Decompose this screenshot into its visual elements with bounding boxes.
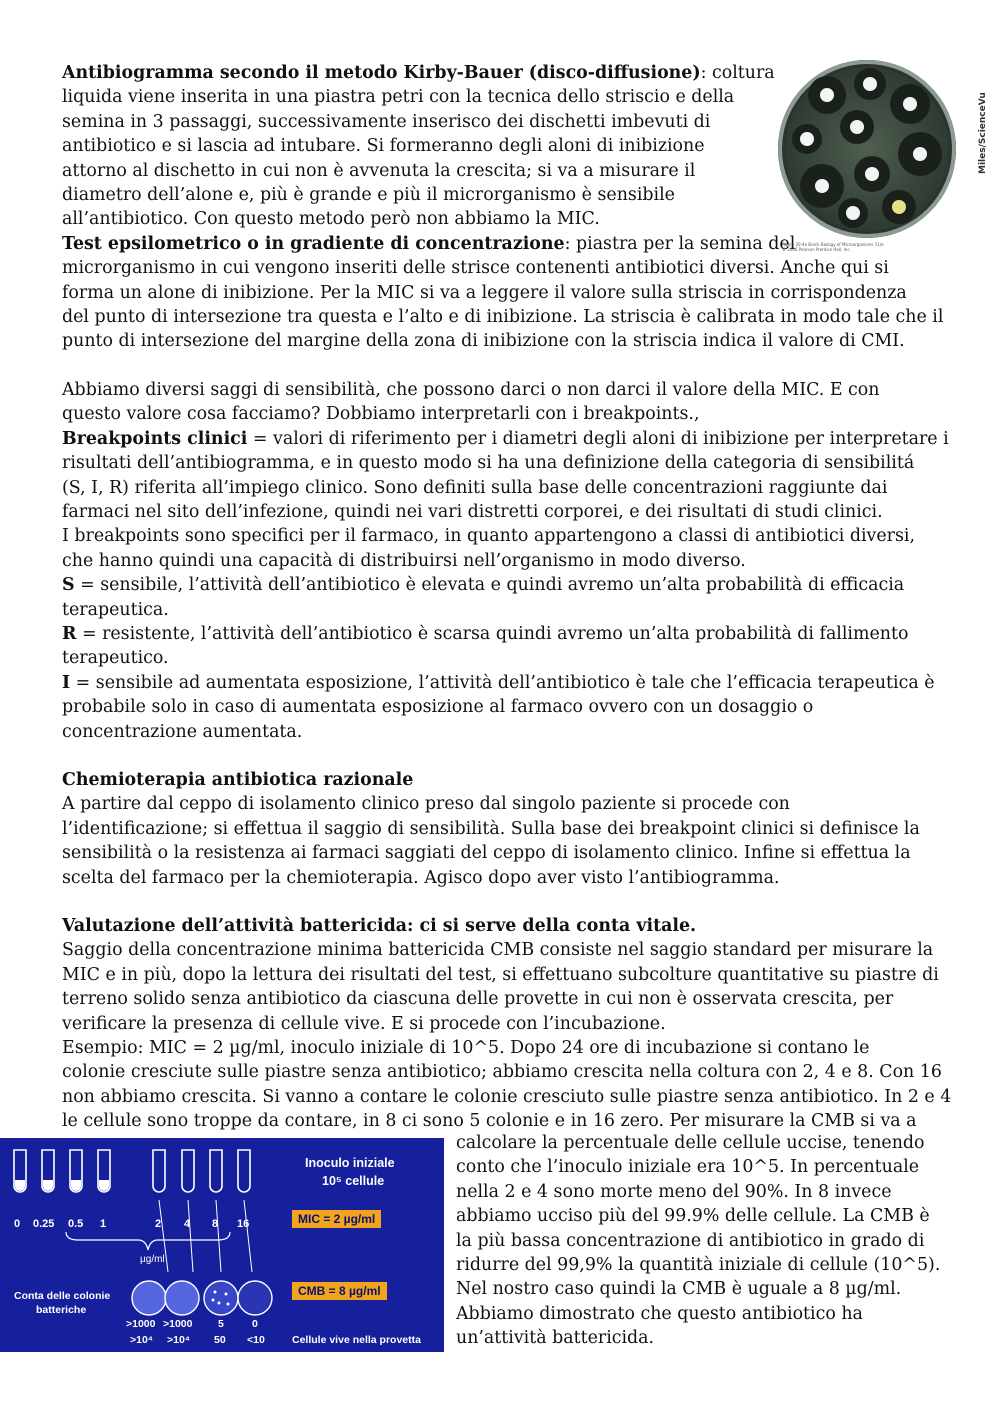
tube-sediment <box>15 1180 109 1191</box>
colony-count: >1000 <box>126 1318 156 1330</box>
petri-caption: Figure 20-4a Brock Biology of Microorganisms 11/e © 2006 Pearson Prentice Hall, Inc. <box>782 242 884 252</box>
breakpoints-title: Breakpoints clinici <box>62 428 248 449</box>
test-tube <box>210 1150 222 1192</box>
tube-label: 0.25 <box>33 1218 55 1230</box>
conta-label: Conta delle colonie <box>14 1290 111 1302</box>
r-definition: R = resistente, l’attività dell’antibiotico è scarsa quindi avremo un’alta probabilità di fallimento <box>62 623 909 644</box>
colony-count: 0 <box>252 1318 258 1330</box>
chemioterapia-title: Chemioterapia antibiotica razionale <box>62 769 414 790</box>
inoculo-title: Inoculo iniziale <box>305 1156 395 1170</box>
subculture-arrows <box>159 1200 252 1272</box>
agar-plate <box>165 1281 199 1315</box>
tube-label: 0 <box>14 1218 21 1230</box>
petri-credit: Miles/ScienceVu <box>978 92 988 174</box>
tube-label: 4 <box>184 1218 191 1230</box>
petri-dish-image <box>768 56 1000 264</box>
agar-plate <box>132 1281 166 1315</box>
petri-dish <box>778 60 956 238</box>
agar-plate <box>238 1281 272 1315</box>
section-kirby-bauer: Antibiogramma secondo il metodo Kirby-Bauer (disco-diffusione): coltura liquida viene inserita in una piastra petri con la tecnica dello striscio e della semina in 3 passaggi, successivamente inserisco dei dischetti imbevuti di antibiotico e si lascia ad intubare. Si formeranno degli aloni di inibizione attorno al dischetto in cui non è avvenuta la crescita; si va a misurare il diametro dell’alone e, più è grande e più il microrganismo è sensibile all’antibiotico. Con questo metodo però non abbiamo la MIC. Test epsilometrico o in gradiente di concentrazione: piastra per la semina del microrganismo in cui vengono inseriti delle strisce contenenti antibiotici diversi. Anche qui si forma un alone di inibizione. Per la MIC si va a leggere il valore sulla striscia in corrispondenza del punto di intersezione tra questa e l’alto e di inibizione. La striscia è calibrata in modo tale che il punto di intersezione del margine della zona di inibizione con la striscia indica il valore di CMI. Abbiamo diversi saggi di sensibilità, che possono darci o non darci il valore della MIC. E con questo valore cosa facciamo? Dobbiamo interpretarli con i breakpoints., Breakpoints clinici = valori di riferimento per i diametri degli aloni di inibizione per interpretare i risultati dell’antibiogramma, e in questo modo si ha una definizione della categoria di sensibilitá (S, I, R) riferita all’impiego clinico. Sono definiti sulla base delle concentrazioni raggiunte dai farmaci nel sito dell’infezione, quindi nei vari distretti corporei, e dei risultati di studi clinici. I breakpoints sono specifici per il farmaco, in quanto appartengono a classi di antibiotici diversi, che hanno quindi una capacità di distribuirsi nell’organismo in modo diverso. S = sensibile, l’attività dell’antibiotico è elevata e quindi avremo un’alta probabilità di efficacia terapeutica. R = resistente, l’attività dell’antibiotico è scarsa quindi avremo un’alta probabilità di fallimento terapeutico. I = sensibile ad aumentata esposizione, l’attività dell’antibiotico è tale che l’efficacia terapeutica è probabile solo in caso di aumentata esposizione al farmaco ovvero con un dosaggio o concentrazione aumentata. Chemioterapia antibiotica razionale A partire dal ceppo di isolamento clinico preso dal singolo paziente si procede con l’identificazione; si effettua il saggio di sensibilità. Sulla base dei breakpoint clinici si definisce la sensibilità o la resistenza ai farmaci saggiati del ceppo di isolamento clinico. Infine si effettua la scelta del farmaco per la chemioterapia. Agisco dopo aver visto l’antibiogramma. Valutazione dell’attività battericida: ci si serve della conta vitale. Saggio della concentrazione minima battericida CMB consiste nel saggio standard per misurare la MIC e in più, dopo la lettura dei risultati del test, si effettuano subcolture quantitative su piastre di terreno solido senza antibiotico da ciascuna delle provette in cui non è osservata crescita, per verificare la presenza di cellule vive. E si procede con l’incubazione. Esempio: MIC = 2 µg/ml, inoculo iniziale di 10^5. Dopo 24 ore di incubazione si contano le colonie cresciute sulle piastre senza antibiotico; abbiamo crescita nella coltura con 2, 4 e 8. Con 16 non abbiamo crescita. Si vanno a contare le colonie cresciuto sulle piastre senza antibiotico. In 2 e 4 le cellule sono troppe da contare, in 8 ci sono 5 colonie e in 16 zero. Per misurare la CMB si va a <box>62 63 952 1132</box>
s-definition: S = sensibile, l’attività dell’antibiotico è elevata e quindi avremo un’alta probabilità di efficacia <box>62 575 905 596</box>
mic-box: MIC = 2 µg/ml <box>292 1210 381 1228</box>
tube-label: 1 <box>100 1218 107 1230</box>
cell-count: 50 <box>214 1334 226 1346</box>
cell-count: <10 <box>247 1334 265 1346</box>
test-tube <box>153 1150 165 1192</box>
test-tube <box>182 1150 194 1192</box>
tube-label: 16 <box>237 1218 250 1230</box>
epsilometric-title: Test epsilometrico o in gradiente di concentrazione <box>62 233 565 254</box>
cell-count: >10⁴ <box>130 1334 154 1346</box>
kirby-bauer-title: Antibiogramma secondo il metodo Kirby-Bauer (disco-diffusione) <box>62 63 701 83</box>
colony-count: 5 <box>218 1318 224 1330</box>
tube-label: 0.5 <box>68 1218 84 1230</box>
conta-label-2: batteriche <box>36 1304 87 1316</box>
agar-plate <box>204 1281 238 1315</box>
tube-label: 8 <box>212 1218 219 1230</box>
inoculo-value: 10⁵ cellule <box>322 1174 385 1188</box>
breakpoints-paragraph: Breakpoints clinici = valori di riferimento per i diametri degli aloni di inibizione per interpretare i <box>62 428 949 449</box>
valutazione-title: Valutazione dell’attività battericida: ci si serve della conta vitale. <box>62 916 697 936</box>
cmb-figure <box>0 1138 444 1352</box>
test-tube <box>238 1150 250 1192</box>
mic-brace <box>66 1232 230 1250</box>
agar-plates <box>132 1281 272 1315</box>
i-definition: I = sensibile ad aumentata esposizione, l’attività dell’antibiotico è tale che l’efficacia terapeutica è <box>62 672 935 693</box>
section-cmb-right-text: calcolare la percentuale delle cellule uccise, tenendo conto che l’inoculo iniziale era 10^5. In percentuale nella 2 e 4 sono morte meno del 90%. In 8 invece abbiamo ucciso più del 99.9% delle cellule. La CMB è la più bassa concentrazione di antibiotico in grado di ridurre del 99,9% la quantità iniziale di cellule (10^5). Nel nostro caso quindi la CMB è uguale a 8 µg/ml. Abbiamo dimostrato che questo antibiotico ha un’attività battericida. <box>456 1133 941 1349</box>
cmb-box: CMB = 8 µg/ml <box>292 1282 387 1300</box>
cells-label: Cellule vive nella provetta <box>292 1334 421 1346</box>
tube-label: 2 <box>155 1218 162 1230</box>
colony-count: >1000 <box>163 1318 193 1330</box>
unit-label: µg/ml <box>140 1254 165 1265</box>
cell-count: >10⁴ <box>167 1334 191 1346</box>
section-epsilometric: Test epsilometrico o in gradiente di concentrazione: piastra per la semina del <box>62 233 796 254</box>
